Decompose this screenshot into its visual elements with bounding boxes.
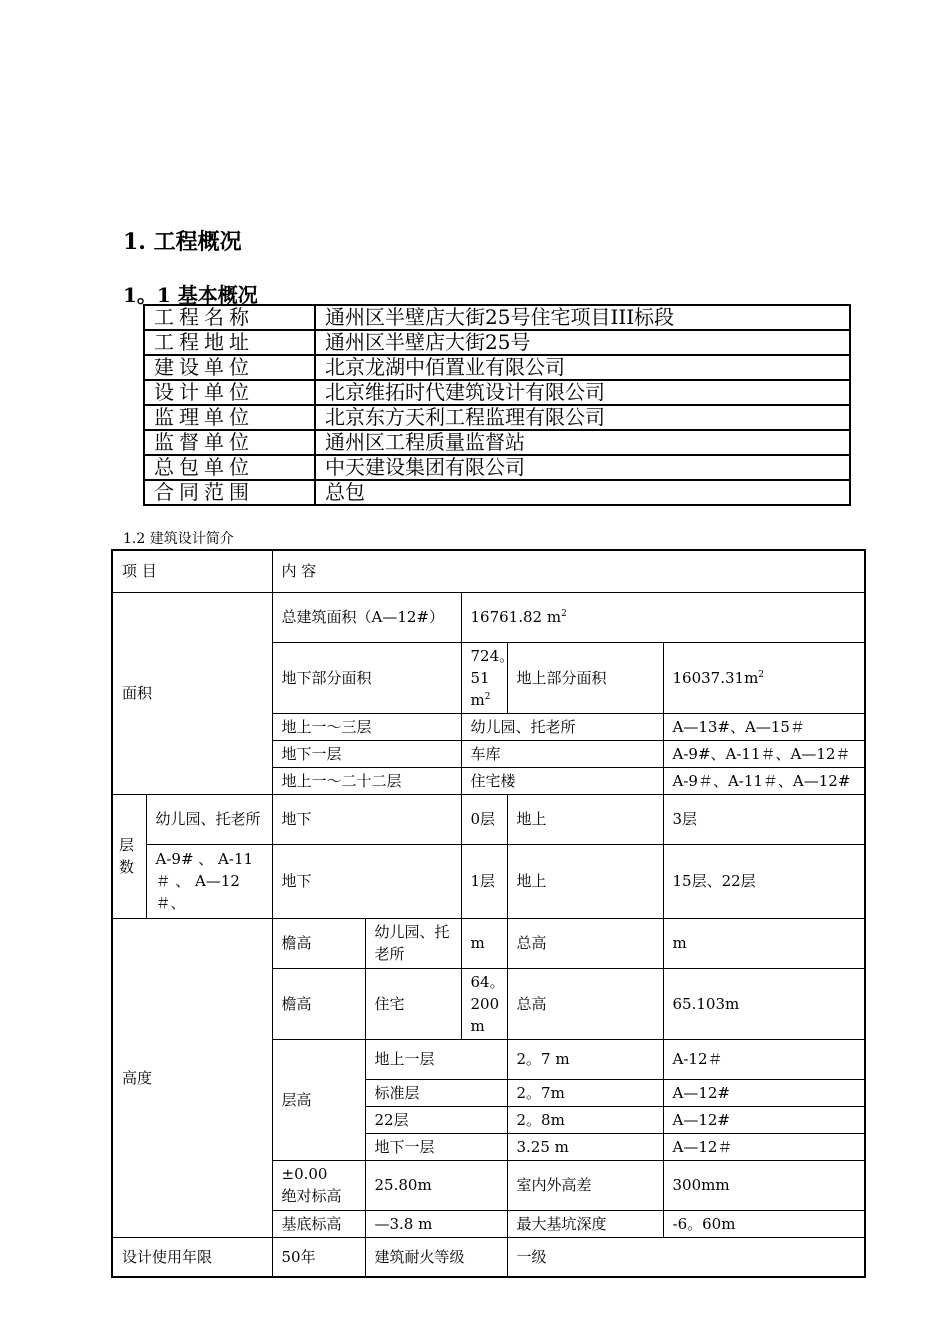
- cell: 65.103m: [663, 968, 865, 1039]
- cell: 车库: [461, 740, 663, 767]
- basic-key: 监督单位: [144, 430, 315, 455]
- subsection-heading: 1。1 基本概况: [123, 283, 258, 307]
- section-heading: 1. 工程概况: [123, 229, 242, 255]
- cell: 3.25 m: [507, 1133, 663, 1160]
- basic-key: 合同范围: [144, 480, 315, 505]
- basic-value: 通州区工程质量监督站: [315, 430, 850, 455]
- cell: 设计使用年限: [112, 1237, 272, 1277]
- cell: 幼儿园、托老所: [365, 918, 461, 968]
- cell: A—12#: [663, 1106, 865, 1133]
- cell: 地下一层: [272, 740, 461, 767]
- cell: m: [461, 918, 507, 968]
- basic-key: 建设单位: [144, 355, 315, 380]
- table-row: [112, 844, 865, 918]
- basic-info-table: [143, 304, 851, 506]
- cell: 2。8m: [507, 1106, 663, 1133]
- cell: 地下: [272, 844, 461, 918]
- cell: 地上一～二十二层: [272, 767, 461, 794]
- basic-key: 工程名称: [144, 305, 315, 330]
- table-row: [144, 330, 850, 355]
- cell: 22层: [365, 1106, 507, 1133]
- cell: 50年: [272, 1237, 365, 1277]
- cell: A-12＃: [663, 1039, 865, 1079]
- header-item: 项 目: [112, 550, 272, 592]
- cell: 总高: [507, 968, 663, 1039]
- cell: A—13#、A—15＃: [663, 713, 865, 740]
- cell: 一级: [507, 1237, 865, 1277]
- header-content: 内 容: [272, 550, 865, 592]
- area-label: 面积: [112, 592, 272, 794]
- basic-key: 设计单位: [144, 380, 315, 405]
- zero-elevation-label: ±0.00 绝对标高: [272, 1160, 365, 1210]
- above-area-label: 地上部分面积: [507, 642, 663, 713]
- cell: 住宅楼: [461, 767, 663, 794]
- cell: 总高: [507, 918, 663, 968]
- height-label: 高度: [112, 918, 272, 1237]
- cell: 基底标高: [272, 1210, 365, 1237]
- basic-key: 工程地址: [144, 330, 315, 355]
- total-area-value: 16761.82 $m^2$: [461, 592, 865, 642]
- cell: 建筑耐火等级: [365, 1237, 507, 1277]
- table-row: [144, 380, 850, 405]
- table-row: [144, 480, 850, 505]
- table-row: [112, 918, 865, 968]
- cell: -6。60m: [663, 1210, 865, 1237]
- cell: 0层: [461, 794, 507, 844]
- cell: m: [663, 918, 865, 968]
- cell: 住宅: [365, 968, 461, 1039]
- basic-key: 监理单位: [144, 405, 315, 430]
- table-row: [112, 592, 865, 642]
- cell: 幼儿园、托老所: [461, 713, 663, 740]
- cell: A-9＃、A-11＃、A—12#: [663, 767, 865, 794]
- basic-value: 通州区半壁店大街25号住宅项目III标段: [315, 305, 850, 330]
- underground-area-value: 724。51 $m^2$: [461, 642, 507, 713]
- cell: 檐高: [272, 968, 365, 1039]
- cell: 64。200 m: [461, 968, 507, 1039]
- basic-value: 总包: [315, 480, 850, 505]
- floors-building-name: 幼儿园、托老所: [146, 794, 272, 844]
- cell: 15层、22层: [663, 844, 865, 918]
- cell: 2。7m: [507, 1079, 663, 1106]
- cell: A—12＃: [663, 1133, 865, 1160]
- basic-value: 中天建设集团有限公司: [315, 455, 850, 480]
- table-row: [144, 355, 850, 380]
- table-row: [144, 305, 850, 330]
- cell: 1层: [461, 844, 507, 918]
- cell: 标准层: [365, 1079, 507, 1106]
- basic-key: 总包单位: [144, 455, 315, 480]
- cell: 地下一层: [365, 1133, 507, 1160]
- table-caption: 1.2 建筑设计简介: [123, 531, 234, 547]
- floors-label: 层数: [112, 794, 146, 918]
- design-table: [111, 549, 866, 1278]
- basic-value: 北京维拓时代建筑设计有限公司: [315, 380, 850, 405]
- basic-value: 北京东方天利工程监理有限公司: [315, 405, 850, 430]
- floors-building-name: A-9# 、 A-11 ＃ 、 A—12 ＃、: [146, 844, 272, 918]
- cell: 最大基坑深度: [507, 1210, 663, 1237]
- underground-area-label: 地下部分面积: [272, 642, 461, 713]
- cell: 300mm: [663, 1160, 865, 1210]
- floor-height-label: 层高: [272, 1039, 365, 1160]
- table-row: [144, 455, 850, 480]
- cell: 地下: [272, 794, 461, 844]
- cell: A-9#、A-11＃、A—12＃: [663, 740, 865, 767]
- total-area-label: 总建筑面积（A—12#）: [272, 592, 461, 642]
- cell: 地上一层: [365, 1039, 507, 1079]
- cell: 2。7 m: [507, 1039, 663, 1079]
- cell: A—12#: [663, 1079, 865, 1106]
- cell: 3层: [663, 794, 865, 844]
- table-row: [112, 550, 865, 592]
- table-row: [144, 430, 850, 455]
- cell: 檐高: [272, 918, 365, 968]
- basic-value: 通州区半壁店大街25号: [315, 330, 850, 355]
- cell: 室内外高差: [507, 1160, 663, 1210]
- above-area-value: $16037.31m^2$: [663, 642, 865, 713]
- cell: —3.8 m: [365, 1210, 507, 1237]
- table-row: [112, 1237, 865, 1277]
- cell: 地上: [507, 794, 663, 844]
- basic-value: 北京龙湖中佰置业有限公司: [315, 355, 850, 380]
- cell: 25.80m: [365, 1160, 507, 1210]
- cell: 地上: [507, 844, 663, 918]
- cell: 地上一～三层: [272, 713, 461, 740]
- table-row: [144, 405, 850, 430]
- table-row: [112, 794, 865, 844]
